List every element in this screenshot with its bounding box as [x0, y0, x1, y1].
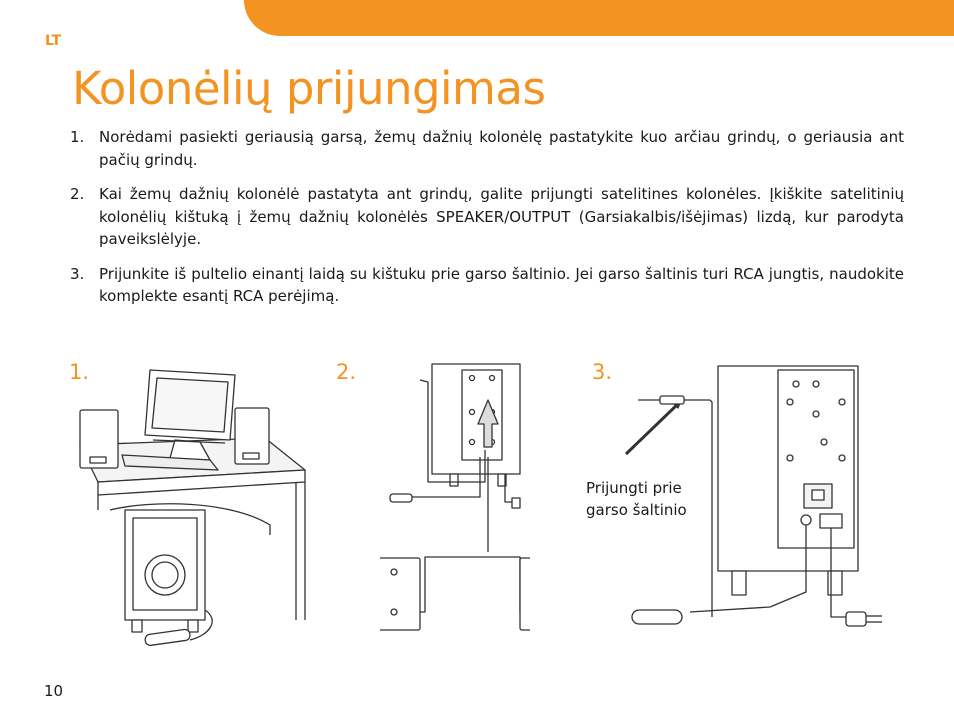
step-number: 2.: [70, 185, 85, 203]
step-text: Prijunkite iš pultelio einantį laidą su kištuku prie garso šaltinio. Jei garso šaltinis turi RCA jungtis, naudokite komplekte esantį RCA perėjimą.: [99, 264, 904, 305]
figure-3-caption: [586, 477, 687, 521]
figure-3-label: 3.: [592, 360, 613, 384]
page-number: 10: [44, 682, 64, 700]
step-number: 3.: [70, 264, 85, 283]
language-label: LT: [45, 33, 62, 49]
header-accent-bar: [244, 0, 954, 36]
instruction-step: [70, 183, 904, 251]
figure-1-label: 1.: [69, 360, 90, 384]
step-number: 1.: [70, 128, 85, 146]
caption-line: Prijungti prie: [586, 479, 682, 497]
step-text: Norėdami pasiekti geriausią garsą, žemų dažnių kolonėlę pastatykite kuo arčiau grindų, o geriausia ant pačių grindų.: [99, 128, 904, 169]
figure-2-illustration: [380, 362, 530, 637]
figure-1-illustration: [70, 350, 320, 650]
step-text: Kai žemų dažnių kolonėlė pastatyta ant grindų, galite prijungti satelitines kolonėles. Įkiškite satelitinių kolonėlių kištuką į žemų dažnių kolonėlės SPEAKER/OUTPUT (Garsiakalbis/išėjimas) lizdą, kur parodyta paveikslėlyje.: [99, 185, 904, 248]
instruction-step: [70, 126, 904, 171]
instruction-list: [70, 126, 904, 320]
figure-2-label: 2.: [336, 360, 357, 384]
caption-line: garso šaltinio: [586, 501, 687, 519]
instruction-step: [70, 263, 904, 308]
page-title: Kolonėlių prijungimas: [72, 62, 546, 115]
